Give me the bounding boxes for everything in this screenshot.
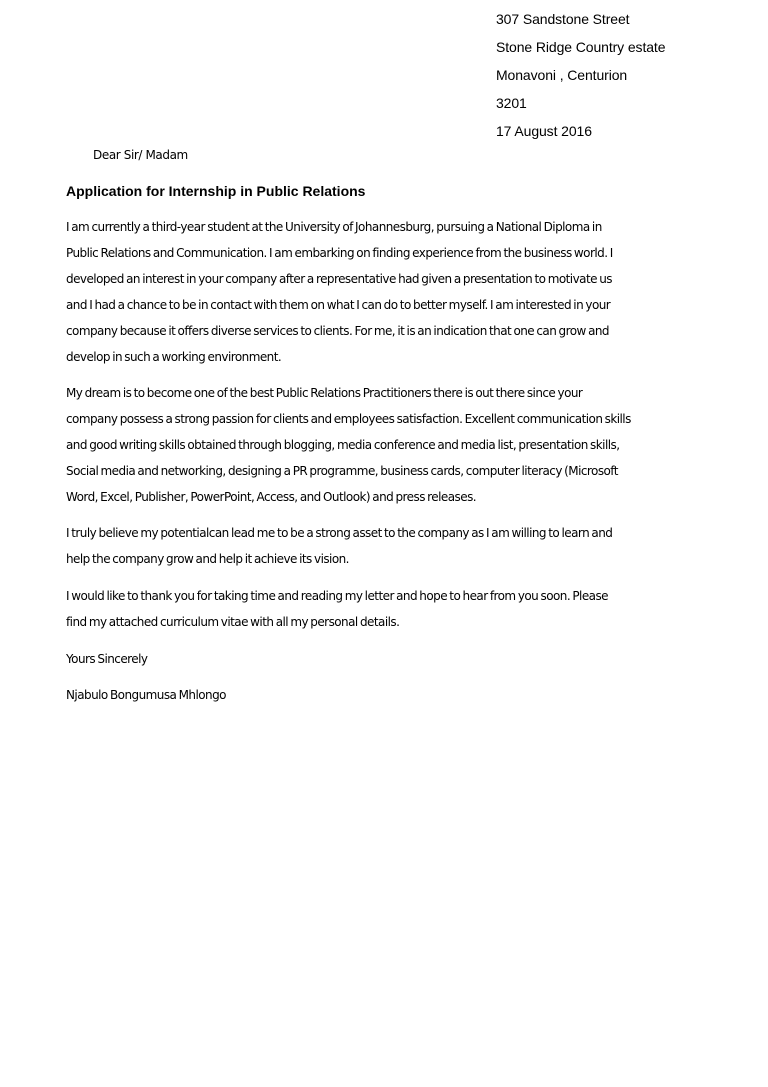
paragraph-line: Word, Excel, Publisher, PowerPoint, Access, and Outlook) and press releases. xyxy=(66,490,477,504)
address-estate: Stone Ridge Country estate xyxy=(496,39,666,55)
paragraph-line: My dream is to become one of the best Public Relations Practitioners there is out there since your xyxy=(66,386,583,400)
closing-line: Yours Sincerely xyxy=(66,652,148,666)
address-street: 307 Sandstone Street xyxy=(496,11,630,27)
paragraph-line: find my attached curriculum vitae with all my personal details. xyxy=(66,615,400,629)
signature-name: Njabulo Bongumusa Mhlongo xyxy=(66,688,226,702)
paragraph-line: Social media and networking, designing a PR programme, business cards, computer literacy (Microsoft xyxy=(66,464,618,478)
paragraph-1 xyxy=(66,214,678,370)
paragraph-line: developed an interest in your company after a representative had given a presentation to motivate us xyxy=(66,272,612,286)
sender-address xyxy=(496,5,665,145)
paragraph-line: Public Relations and Communication. I am embarking on finding experience from the business world. I xyxy=(66,246,613,260)
paragraph-line: I would like to thank you for taking time and reading my letter and hope to hear from you soon. Please xyxy=(66,589,609,603)
paragraph-line: company possess a strong passion for clients and employees satisfaction. Excellent communication skills xyxy=(66,412,631,426)
salutation: Dear Sir/ Madam xyxy=(93,148,188,162)
paragraph-line: develop in such a working environment. xyxy=(66,350,282,364)
paragraph-line: company because it offers diverse services to clients. For me, it is an indication that one can grow and xyxy=(66,324,609,338)
paragraph-2 xyxy=(66,380,678,510)
address-suburb: Monavoni , Centurion xyxy=(496,67,628,83)
paragraph-line: I am currently a third-year student at the University of Johannesburg, pursuing a National Diploma in xyxy=(66,220,602,234)
paragraph-3 xyxy=(66,520,678,572)
paragraph-line: and I had a chance to be in contact with them on what I can do to better myself. I am interested in your xyxy=(66,298,611,312)
paragraph-line: help the company grow and help it achieve its vision. xyxy=(66,552,349,566)
paragraph-line: and good writing skills obtained through blogging, media conference and media list, presentation skills, xyxy=(66,438,620,452)
closing xyxy=(66,646,678,672)
paragraph-line: I truly believe my potentialcan lead me to be a strong asset to the company as I am willing to learn and xyxy=(66,526,613,540)
letter-date: 17 August 2016 xyxy=(496,123,592,139)
address-postal-code: 3201 xyxy=(496,95,527,111)
paragraph-4 xyxy=(66,583,678,635)
signature xyxy=(66,682,678,708)
letter-subject: Application for Internship in Public Relations xyxy=(66,183,366,199)
